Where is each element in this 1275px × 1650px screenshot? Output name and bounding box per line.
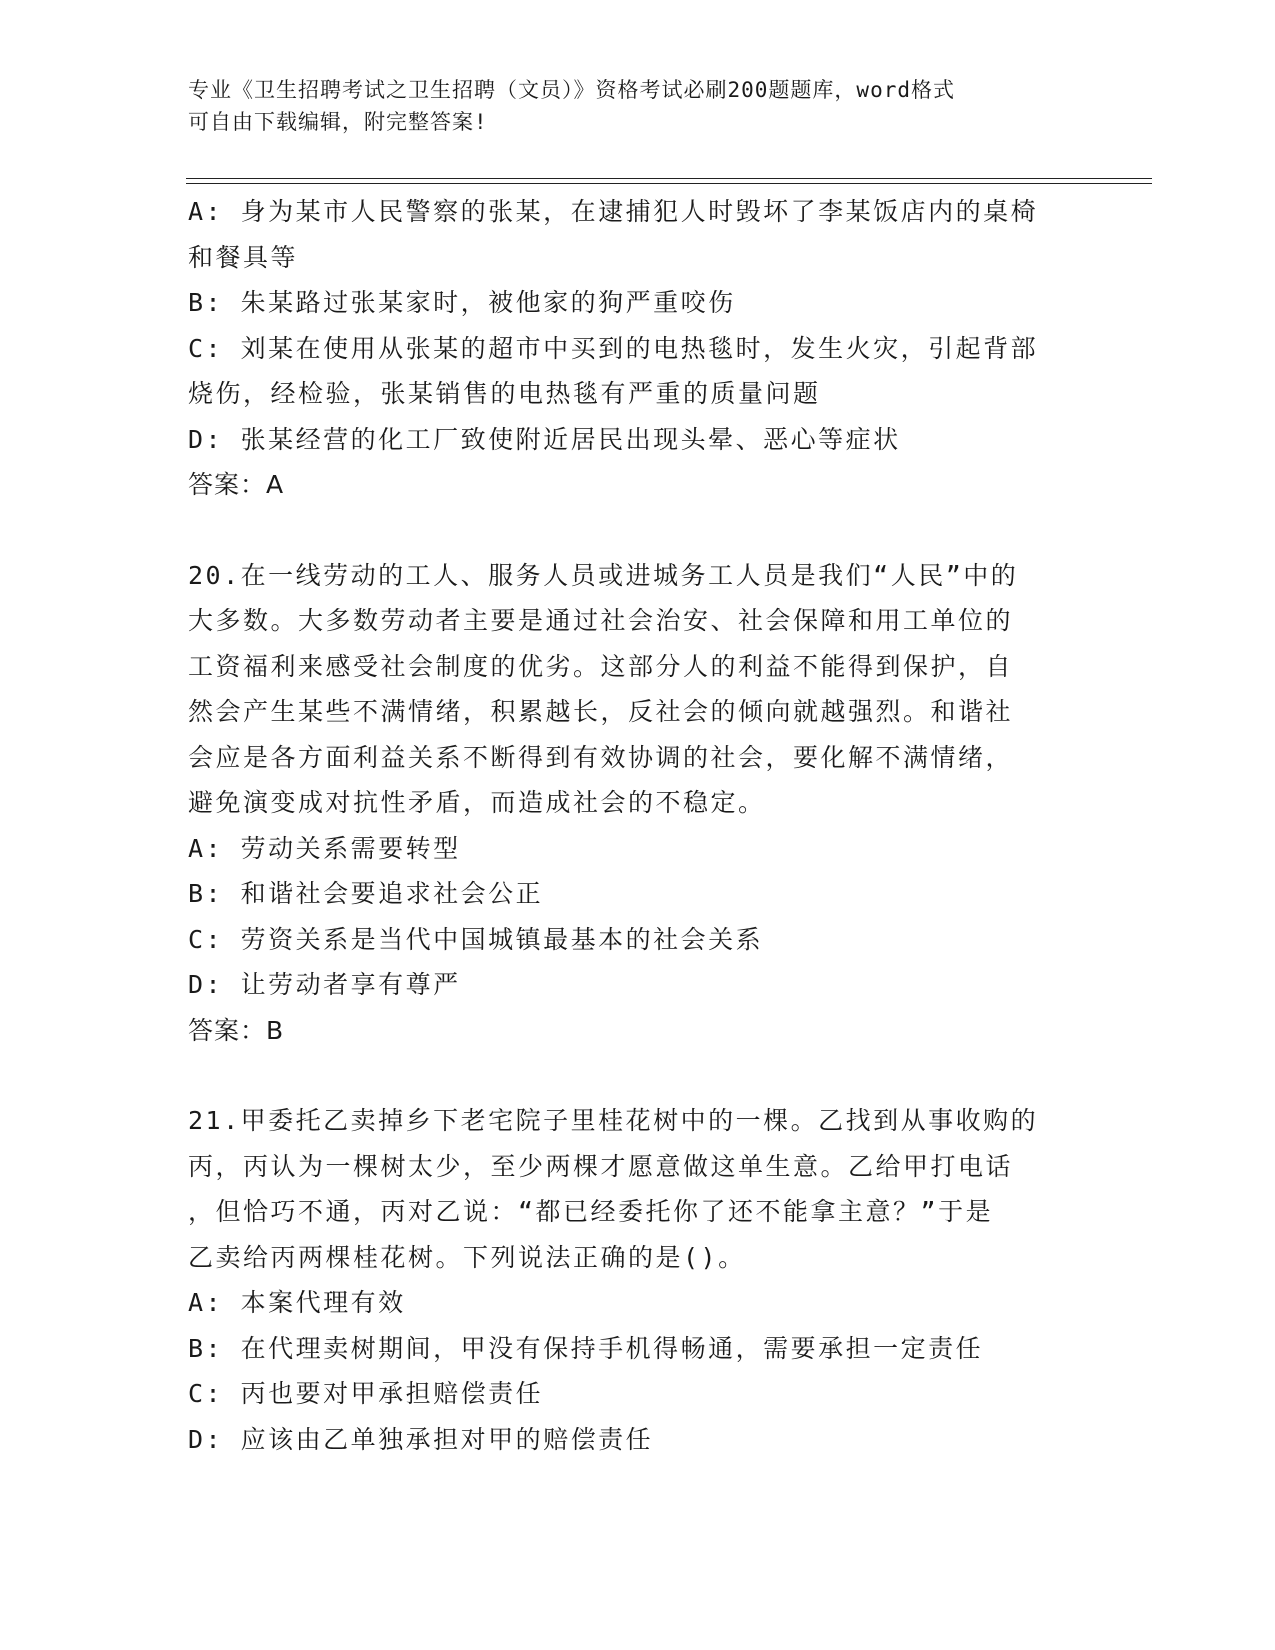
option-c-line-2: 烧伤，经检验，张某销售的电热毯有严重的质量问题 <box>188 379 821 408</box>
question-stem-line: 丙，丙认为一棵树太少，至少两棵才愿意做这单生意。乙给甲打电话 <box>188 1151 1014 1181</box>
option-a: A: 劳动关系需要转型 <box>188 833 461 863</box>
question-stem-line: ，但恰巧不通，丙对乙说：“都已经委托你了还不能拿主意？”于是 <box>188 1197 994 1226</box>
question-spacer <box>188 1053 1068 1098</box>
header-divider-bottom <box>186 183 1152 184</box>
question-stem-line: 避免演变成对抗性矛盾，而造成社会的不稳定。 <box>188 788 766 817</box>
option-c: C: 劳资关系是当代中国城镇最基本的社会关系 <box>188 924 764 954</box>
question-stem-line: 21.甲委托乙卖掉乡下老宅院子里桂花树中的一棵。乙找到从事收购的 <box>188 1106 1039 1135</box>
question-stem-line: 然会产生某些不满情绪，积累越长，反社会的倾向就越强烈。和谐社 <box>188 697 1014 726</box>
question-21 <box>188 1098 1068 1462</box>
answer-label: 答案：A <box>188 470 285 499</box>
previous-question <box>188 189 1068 508</box>
question-stem-line: 工资福利来感受社会制度的优劣。这部分人的利益不能得到保护，自 <box>188 651 1014 681</box>
option-d: D: 应该由乙单独承担对甲的赔偿责任 <box>188 1424 654 1454</box>
question-stem-line: 大多数。大多数劳动者主要是通过社会治安、社会保障和用工单位的 <box>188 606 1014 635</box>
option-b: B: 朱某路过张某家时，被他家的狗严重咬伤 <box>188 288 736 317</box>
option-c: C: 丙也要对甲承担赔偿责任 <box>188 1379 544 1408</box>
option-a-line-1: A: 身为某市人民警察的张某，在逮捕犯人时毁坏了李某饭店内的桌椅 <box>188 197 1039 226</box>
question-spacer <box>188 508 1068 553</box>
question-20 <box>188 553 1068 1054</box>
document-header <box>188 74 1068 138</box>
option-c-line-1: C: 刘某在使用从张某的超市中买到的电热毯时，发生火灾，引起背部 <box>188 333 1039 363</box>
question-stem-line: 会应是各方面利益关系不断得到有效协调的社会，要化解不满情绪， <box>188 742 1014 772</box>
option-b: B: 和谐社会要追求社会公正 <box>188 879 544 908</box>
question-stem-line: 乙卖给丙两棵桂花树。下列说法正确的是()。 <box>188 1242 746 1272</box>
header-line-2: 可自由下载编辑，附完整答案! <box>188 110 488 134</box>
option-d: D: 让劳动者享有尊严 <box>188 970 461 999</box>
header-line-1: 专业《卫生招聘考试之卫生招聘（文员）》资格考试必刷200题题库，word格式 <box>188 78 955 102</box>
option-a: A: 本案代理有效 <box>188 1288 406 1317</box>
option-b: B: 在代理卖树期间，甲没有保持手机得畅通，需要承担一定责任 <box>188 1333 984 1363</box>
question-stem-line: 20.在一线劳动的工人、服务人员或进城务工人员是我们“人民”中的 <box>188 560 1019 590</box>
option-d: D: 张某经营的化工厂致使附近居民出现头晕、恶心等症状 <box>188 424 901 454</box>
document-body <box>188 189 1068 1462</box>
header-divider-top <box>186 178 1152 179</box>
option-a-line-2: 和餐具等 <box>188 242 299 272</box>
answer-label: 答案：B <box>188 1015 285 1045</box>
